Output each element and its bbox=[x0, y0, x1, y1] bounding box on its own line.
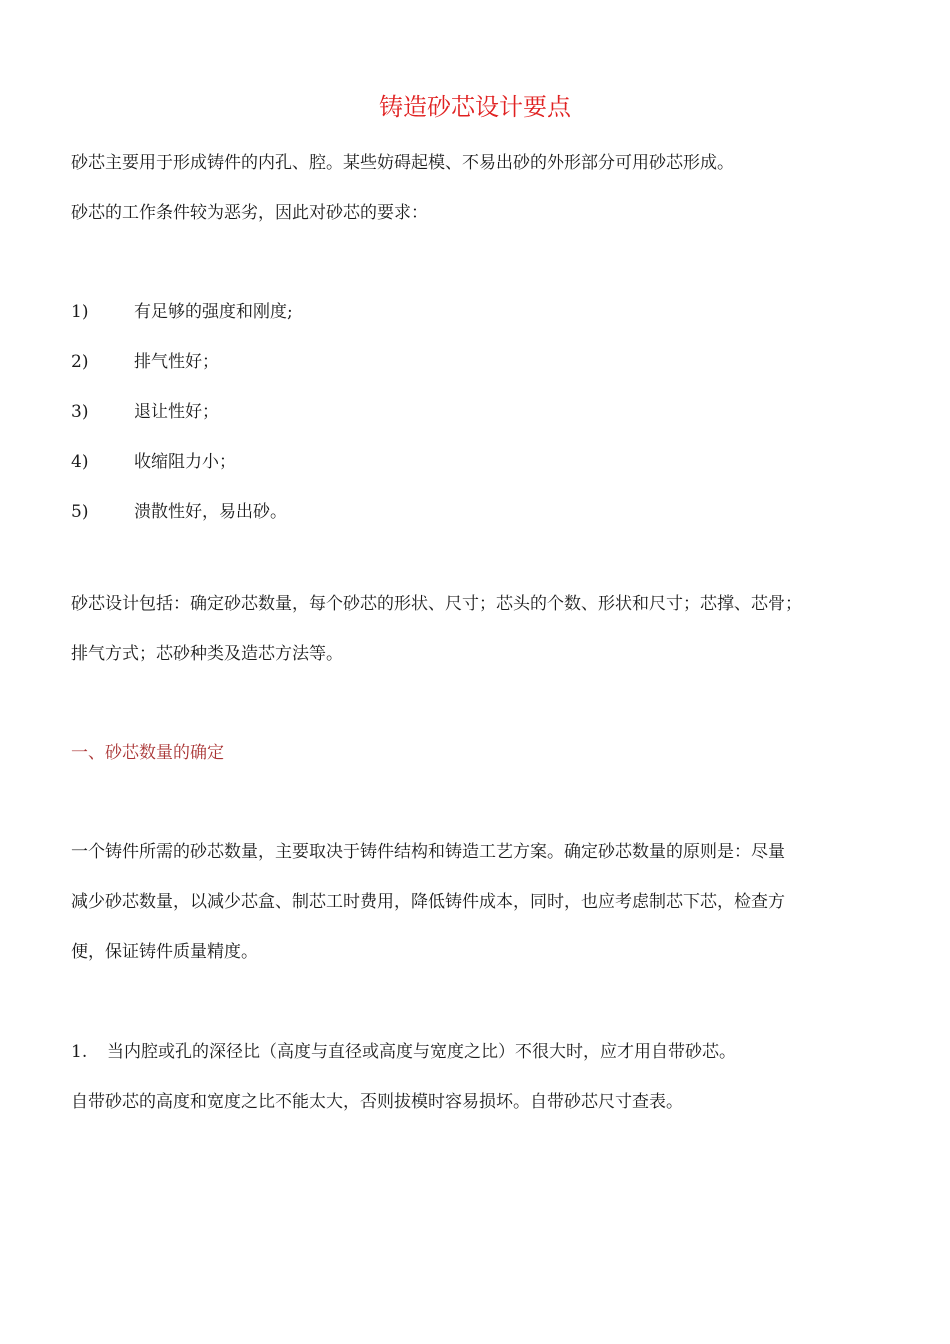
numbered-item bbox=[71, 1039, 891, 1065]
section-paragraph-line-3: 便，保证铸件质量精度。 bbox=[71, 942, 258, 962]
requirement-item bbox=[71, 349, 891, 375]
item-number: 1. bbox=[71, 1042, 88, 1062]
requirement-number: 3) bbox=[71, 402, 89, 422]
requirement-number: 1) bbox=[71, 302, 89, 322]
requirement-text: 排气性好； bbox=[134, 352, 219, 372]
requirement-number: 4) bbox=[71, 452, 89, 472]
section-paragraph-line-1: 一个铸件所需的砂芯数量，主要取决于铸件结构和铸造工艺方案。确定砂芯数量的原则是：尽量 bbox=[71, 842, 785, 862]
design-scope-line-2: 排气方式；芯砂种类及造芯方法等。 bbox=[71, 644, 343, 664]
requirement-item bbox=[71, 499, 891, 525]
item-note: 自带砂芯的高度和宽度之比不能太大，否则拔模时容易损坏。自带砂芯尺寸查表。 bbox=[71, 1092, 683, 1112]
requirement-item bbox=[71, 399, 891, 425]
requirement-item bbox=[71, 449, 891, 475]
intro-line-2: 砂芯的工作条件较为恶劣，因此对砂芯的要求： bbox=[71, 203, 428, 223]
requirement-number: 5) bbox=[71, 502, 89, 522]
intro-line-1: 砂芯主要用于形成铸件的内孔、腔。某些妨碍起模、不易出砂的外形部分可用砂芯形成。 bbox=[71, 153, 734, 173]
section-paragraph-line-2: 减少砂芯数量，以减少芯盒、制芯工时费用，降低铸件成本，同时，也应考虑制芯下芯，检查方 bbox=[71, 892, 785, 912]
section-heading: 一、砂芯数量的确定 bbox=[71, 743, 224, 763]
document-title: 铸造砂芯设计要点 bbox=[379, 93, 571, 121]
requirement-item bbox=[71, 299, 891, 325]
item-text: 当内腔或孔的深径比（高度与直径或高度与宽度之比）不很大时，应才用自带砂芯。 bbox=[107, 1042, 736, 1062]
requirement-text: 有足够的强度和刚度; bbox=[134, 302, 293, 322]
design-scope-line-1: 砂芯设计包括：确定砂芯数量，每个砂芯的形状、尺寸；芯头的个数、形状和尺寸；芯撑、芯骨； bbox=[71, 594, 802, 614]
requirement-number: 2) bbox=[71, 352, 89, 372]
requirement-text: 溃散性好，易出砂。 bbox=[134, 502, 287, 522]
requirement-text: 退让性好； bbox=[134, 402, 219, 422]
requirement-text: 收缩阻力小； bbox=[134, 452, 236, 472]
